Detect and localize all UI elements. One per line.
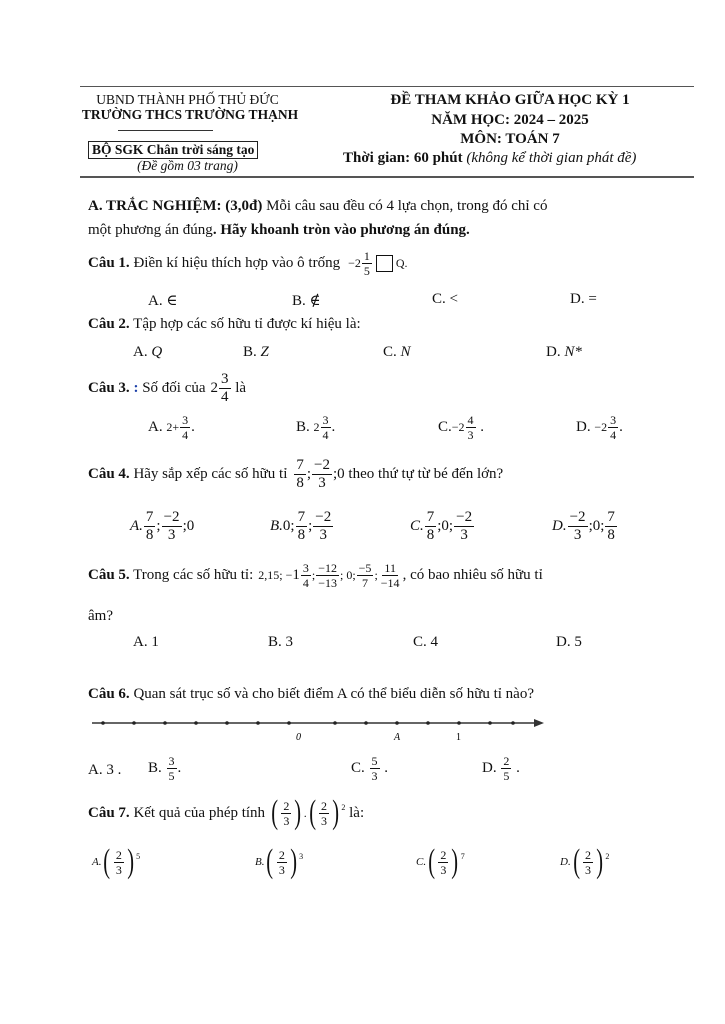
- q6-option-b[interactable]: B. $\frac{3}{5}$ .: [148, 754, 182, 783]
- q6-option-a[interactable]: A. 3 .: [88, 762, 122, 778]
- exam-title: ĐỀ THAM KHẢO GIỮA HỌC KỲ 1: [390, 92, 630, 108]
- book-label: BỘ SGK Chân trời sáng tạo: [88, 141, 258, 159]
- q2-text: Tập hợp các số hữu tỉ được kí hiệu là:: [129, 316, 361, 332]
- q7-option-c[interactable]: C. ( $\frac{2}{3}$ ) 7: [416, 843, 465, 880]
- question-4: Câu 4. Hãy sắp xếp các số hữu tỉ $\frac{7}{8}$ ; $\frac{-2}{3}$ ;0 theo thứ tự từ bé đến lớn?: [88, 457, 504, 491]
- q1-set: Q: [395, 256, 405, 270]
- arrow-icon: [534, 719, 544, 727]
- q1-option-b[interactable]: B. ∉: [292, 293, 321, 309]
- q3-fraction: $\frac{3}{4}$: [221, 371, 229, 405]
- section-a-intro: Mỗi câu sau đều có 4 lựa chọn, trong đó chỉ có: [262, 198, 548, 214]
- q1-int: −2: [348, 256, 361, 270]
- q4-tail: theo thứ tự từ bé đến lớn?: [344, 466, 504, 482]
- q1-fraction: $\frac{1}{5}$: [363, 249, 370, 278]
- school-underline: [118, 130, 213, 131]
- subject: MÔN: TOÁN 7: [460, 131, 560, 147]
- axis-label-1: 1: [456, 732, 461, 743]
- district-name: UBND THÀNH PHỐ THỦ ĐỨC: [96, 92, 279, 107]
- q1-option-d[interactable]: D. =: [570, 291, 597, 307]
- q1-text: Điền kí hiệu thích hợp vào ô trống: [129, 255, 341, 271]
- question-5: Câu 5. Trong các số hữu tỉ: 2,15; − 1 $\frac{3}{4}$ ; $\frac{-12}{-13}$ ; 0; $\frac{-5}{7}$ ; $\frac{11}{-14}$ , có bao nhiêu số hữu tỉ: [88, 561, 543, 590]
- q6-option-c[interactable]: C. $\frac{5}{3}$ .: [351, 754, 389, 783]
- question-7: Câu 7. Kết quả của phép tính ( $\frac{2}{3}$ ) . ( $\frac{2}{3}$ ) 2 là:: [88, 794, 365, 831]
- axis-label-0: 0: [296, 732, 301, 743]
- q3-text: Số đối của: [138, 380, 206, 396]
- question-3: [88, 372, 246, 405]
- q1-blank-box[interactable]: [376, 255, 393, 272]
- q7-text: Kết quả của phép tính: [129, 804, 266, 821]
- q7-option-b[interactable]: B. ( $\frac{2}{3}$ ) 3: [255, 843, 304, 880]
- q7-option-a[interactable]: A. ( $\frac{2}{3}$ ) 5: [92, 843, 141, 880]
- section-a-line2: [88, 222, 470, 239]
- q4-option-b[interactable]: B. 0; $\frac{7}{8}$ ; $\frac{-2}{3}$: [270, 509, 332, 543]
- q2-option-a[interactable]: A. Q: [133, 344, 163, 360]
- section-a-line1: [88, 198, 547, 215]
- q6-option-d[interactable]: D. $\frac{2}{5}$ .: [482, 754, 520, 783]
- time-note: (không kể thời gian phát đề): [466, 150, 637, 166]
- q1-option-a[interactable]: A. ∈: [148, 293, 178, 309]
- q3-option-b[interactable]: B. 2 $\frac{3}{4}$ .: [296, 413, 336, 442]
- q3-option-c[interactable]: C. −2 $\frac{4}{3}$ .: [438, 413, 485, 442]
- q3-colon: :: [129, 380, 139, 396]
- q6-text: Quan sát trục số và cho biết điểm A có thể biểu diễn số hữu tỉ nào?: [129, 686, 534, 702]
- q2-option-c[interactable]: C. N: [383, 344, 411, 360]
- q5-text: Trong các số hữu tỉ:: [129, 567, 254, 583]
- q4-option-c[interactable]: C. $\frac{7}{8}$ ;0; $\frac{-2}{3}$: [410, 509, 473, 543]
- axis-label-a: A: [394, 732, 401, 743]
- q6-label: Câu 6.: [88, 686, 130, 702]
- question-1: Câu 1. Điền kí hiệu thích hợp vào ô trống −2 $\frac{1}{5}$ Q .: [88, 249, 408, 278]
- header-top-rule: [80, 86, 694, 87]
- q5-line2: âm?: [88, 608, 113, 624]
- q5-tail: , có bao nhiêu số hữu tỉ: [402, 567, 543, 583]
- q1-option-c[interactable]: C. <: [432, 291, 458, 307]
- q7-label: Câu 7.: [88, 804, 130, 821]
- exam-time: [343, 150, 636, 167]
- q7-tail: là:: [345, 804, 365, 821]
- q4-frac-1: $\frac{7}{8}$: [296, 457, 304, 491]
- section-a-title: A. TRẮC NGHIỆM: (3,0đ): [88, 198, 263, 214]
- q4-option-d[interactable]: D. $\frac{-2}{3}$ ;0; $\frac{7}{8}$: [552, 509, 615, 543]
- section-a-intro2b: . Hãy khoanh tròn vào phương án đúng.: [212, 222, 470, 238]
- header-bottom-rule: [80, 176, 694, 178]
- q7-option-d[interactable]: D. ( $\frac{2}{3}$ ) 2: [560, 843, 610, 880]
- q4-label: Câu 4.: [88, 466, 130, 482]
- q5-option-b[interactable]: B. 3: [268, 634, 294, 650]
- q3-label: Câu 3.: [88, 380, 130, 396]
- q3-int: 2: [210, 380, 219, 396]
- q3-option-d[interactable]: D. −2 $\frac{3}{4}$ .: [576, 413, 623, 442]
- pages-note: (Đề gồm 03 trang): [137, 158, 238, 173]
- q2-option-b[interactable]: B. Z: [243, 344, 269, 360]
- q5-option-a[interactable]: A. 1: [133, 634, 159, 650]
- q4-text: Hãy sắp xếp các số hữu tỉ: [129, 466, 288, 482]
- q2-option-d[interactable]: D. N*: [546, 344, 582, 360]
- q5-option-c[interactable]: C. 4: [413, 634, 439, 650]
- q5-option-d[interactable]: D. 5: [556, 634, 582, 650]
- q5-label: Câu 5.: [88, 567, 130, 583]
- section-a-intro2a: một phương án đúng: [88, 222, 213, 238]
- question-6: [88, 686, 534, 703]
- q4-option-a[interactable]: A. $\frac{7}{8}$ ; $\frac{-2}{3}$ ;0: [130, 509, 195, 543]
- q2-label: Câu 2.: [88, 316, 130, 332]
- question-2: [88, 316, 361, 333]
- q3-option-a[interactable]: A. 2+ $\frac{3}{4}$ .: [148, 413, 195, 442]
- q3-tail: là: [231, 380, 247, 396]
- school-year: NĂM HỌC: 2024 – 2025: [431, 112, 589, 128]
- school-name: TRƯỜNG THCS TRƯỜNG THẠNH: [81, 107, 299, 122]
- time-bold: Thời gian: 60 phút: [343, 150, 463, 166]
- q4-frac-2: $\frac{-2}{3}$: [314, 457, 330, 491]
- q1-label: Câu 1.: [88, 255, 130, 271]
- number-line: [88, 712, 548, 746]
